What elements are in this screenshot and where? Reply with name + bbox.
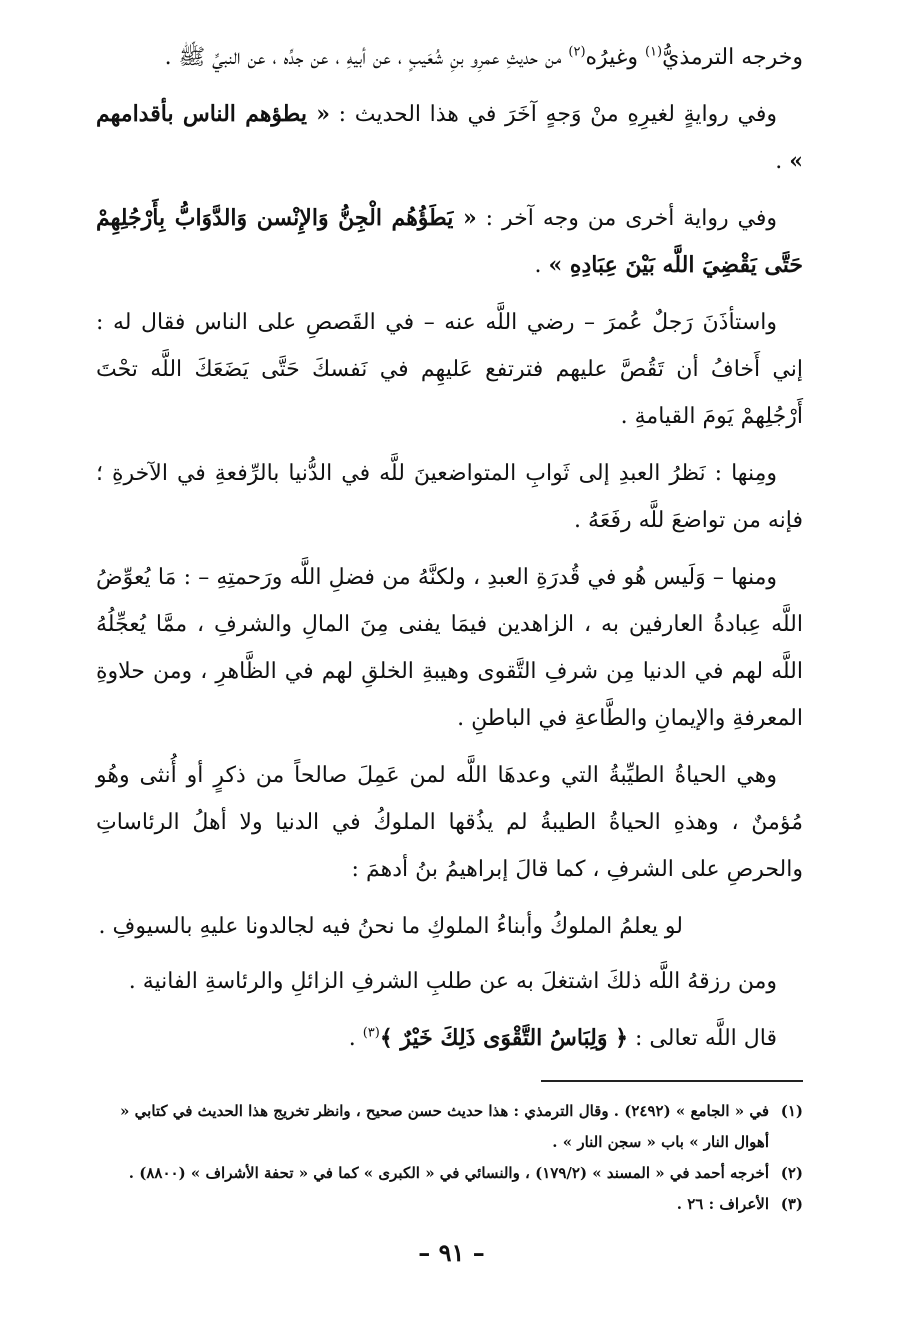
paragraph-1: وخرجه الترمذيُّ$^{(١)}$ وغيرُه$^{(٢)}$ من حديثِ عمرِو بنِ شُعَيبٍ ، عن أبيهِ ، عن جدِّه ، عن النبيِّ ﷺ .	[164, 44, 803, 70]
footnote-number: (٢)	[780, 1164, 803, 1182]
hadith-quote: « يطؤهم الناس بأقدامهم »	[96, 101, 803, 174]
footnote-number: (١)	[780, 1102, 803, 1120]
footnotes	[96, 1096, 803, 1220]
paragraph-2: وفي روايةٍ لغيرِهِ منْ وَجهٍ آخَرَ في هذا الحديث : « يطؤهم الناس بأقدامهم » .	[96, 101, 803, 174]
footnote-text: الأعراف : ٢٦ .	[676, 1195, 769, 1213]
footnote-1	[96, 1096, 803, 1158]
main-text	[96, 34, 803, 1062]
footnote-ref-2[interactable]: (٢)	[568, 44, 586, 60]
footnote-2	[96, 1158, 803, 1189]
page-number: – ٩١ –	[418, 1238, 485, 1267]
footnote-ref-1[interactable]: (١)	[644, 44, 663, 60]
poetry-line: لو يعلمُ الملوكُ وأبناءُ الملوكِ ما نحنُ فيه لجالدونا عليهِ بالسيوفِ .	[98, 914, 683, 939]
paragraph-4: واستأذَنَ رَجلٌ عُمرَ – رضي اللَّه عنه – في القَصصِ على الناس فقال له : إني أَخافُ أن تَقُصَّ عليهم فترتفع عَليهِم في نَفسكَ حَتَّى يَضَعَكَ اللَّه تحْتَ أَرْجُلِهمْ يَومَ القيامةِ .	[96, 310, 803, 429]
footnote-text: في « الجامع » (٢٤٩٢) . وقال الترمذي : هذا حديث حسن صحيح ، وانظر تخريج هذا الحديث في كتابي « أهوال النار » باب « سجن النار » .	[120, 1102, 769, 1151]
footnote-divider	[541, 1080, 803, 1082]
footnote-text: أخرجه أحمد في « المسند » (١٧٩/٢) ، والنسائي في « الكبرى » كما في « تحفة الأشراف » (٨٨٠٠) .	[128, 1164, 769, 1182]
quran-ayah: ﴿ وَلِبَاسُ التَّقْوَى ذَلِكَ خَيْرٌ ﴾	[379, 1025, 629, 1051]
footnote-number: (٣)	[780, 1195, 803, 1213]
paragraph-5: ومِنها : نَظرُ العبدِ إلى ثَوابِ المتواضعينَ للَّه في الدُّنيا بالرِّفعةِ في الآخرةِ ؛ فإنه من تواضعَ للَّه رفَعَهُ .	[96, 461, 803, 533]
quran-citation: قال اللَّه تعالى : ﴿ وَلِبَاسُ التَّقْوَى ذَلِكَ خَيْرٌ ﴾$^{(٣)}$ .	[348, 1025, 777, 1051]
footnote-ref-3[interactable]: (٣)	[362, 1025, 380, 1041]
paragraph-3: وفي رواية أخرى من وجه آخر : « يَطَؤُهُم الْجِنُّ وَالإِنْسن وَالدَّوَابُّ بِأَرْجُلِهِمْ حَتَّى يَقْضِيَ اللَّه بَيْنَ عِبَادِهِ » .	[96, 205, 803, 278]
paragraph-6: ومنها – وَلَيس هُو في قُدرَةِ العبدِ ، ولكنَّهُ من فضلِ اللَّه ورَحمتِهِ – : مَا يُعوِّضُ اللَّه عِبادةُ العارفين به ، الزاهدين فيمَا يفنى مِنَ المالِ والشرفِ ، ممَّا يُعجِّلُهُ اللَّه لهم في الدنيا مِن شرفِ التَّقوى وهيبةِ الخلقِ لهم في الظَّاهرِ ، ومن حلاوةِ المعرفةِ والإيمانِ والطَّاعةِ في الباطنِ .	[96, 565, 803, 731]
footnote-3	[96, 1189, 803, 1220]
paragraph-7: وهي الحياةُ الطيِّبةُ التي وعدهَا اللَّه لمن عَمِلَ صالحاً من ذكرٍ أو أُنثى وهُو مُؤمنٌ ، وهذهِ الحياةُ الطيبةُ لم يذُقها الملوكُ في الدنيا ولا أهلُ الرئاساتِ والحرصِ على الشرفِ ، كما قالَ إبراهيمُ بنُ أدهمَ :	[96, 763, 803, 882]
closing-paragraph: ومن رزقهُ اللَّه ذلكَ اشتغلَ به عن طلبِ الشرفِ الزائلِ والرئاسةِ الفانية .	[128, 969, 777, 994]
hadith-quote: « يَطَؤُهُم الْجِنُّ وَالإِنْسن وَالدَّوَابُّ بِأَرْجُلِهِمْ حَتَّى يَقْضِيَ اللَّه بَيْنَ عِبَادِهِ »	[96, 205, 803, 278]
